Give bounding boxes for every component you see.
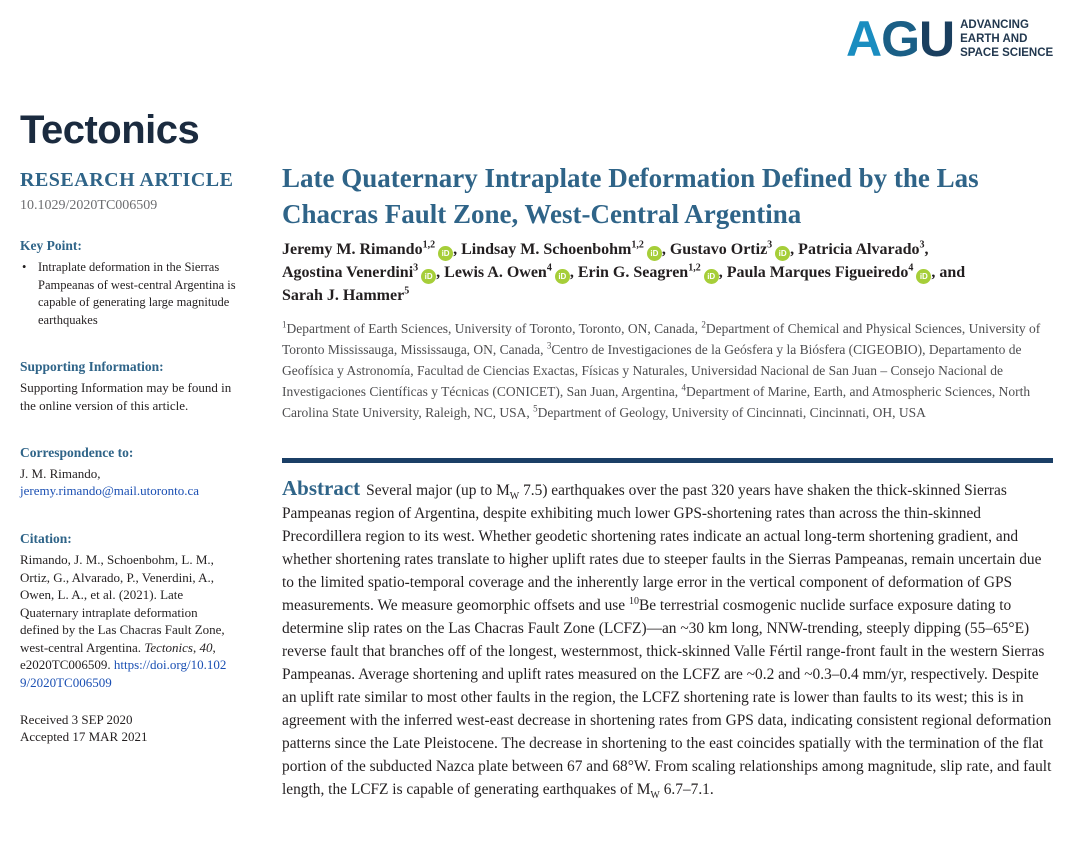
orcid-icon[interactable]: iD <box>555 269 570 284</box>
affiliation-text: Centro de Investigaciones de la Geósfera y la Biósfera (CIGEOBIO), Departamento de Geofísica y Astronomía, Facultad de Ciencias Exactas, Físicas y Naturales, Universidad Nacional de San Juan – Consejo Nacional de Investigaciones Científicas y Técnicas (CONICET), San Juan, Argentina, <box>282 342 1022 399</box>
article-type: RESEARCH ARTICLE <box>20 169 234 191</box>
citation-doi-link[interactable]: https://doi.org/10.1029/2020TC006509 <box>20 657 227 690</box>
author-name <box>578 264 719 281</box>
correspondence-name: J. M. Rimando, <box>20 466 101 481</box>
agu-logo-tagline: ADVANCING EARTH AND SPACE SCIENCE <box>960 19 1054 59</box>
citation-heading: Citation: <box>20 531 72 546</box>
affiliations <box>282 318 1052 423</box>
agu-logo-mark: AGU <box>846 11 955 67</box>
author-name-text: Sarah J. Hammer <box>282 287 405 304</box>
author-name-text: Lindsay M. Schoenbohm <box>461 241 632 258</box>
affiliation-number: 1 <box>282 319 287 330</box>
abstract-heading: Abstract <box>282 476 361 500</box>
section-divider <box>282 458 1053 463</box>
author-name-text: Gustavo Ortiz <box>669 241 768 258</box>
orcid-icon[interactable]: iD <box>647 246 662 261</box>
affiliation-text: Department of Marine, Earth, and Atmospheric Sciences, North Carolina State University, Raleigh, NC, USA, <box>282 384 1031 420</box>
author-name-text: Jeremy M. Rimando <box>282 241 423 258</box>
affiliation-text: Department of Chemical and Physical Sciences, University of Toronto Mississauga, Mississauga, ON, Canada, <box>282 321 1041 357</box>
author-affiliation-number: 1,2 <box>631 239 644 251</box>
citation-volume: 40 <box>199 639 213 655</box>
author-name-text: Patricia Alvarado <box>798 241 920 258</box>
author-affiliation-number: 4 <box>908 262 914 274</box>
author-name-text: Agostina Venerdini <box>282 264 414 281</box>
key-point-item: • Intraplate deformation in the Sierras Pampeanas of west-central Argentina is capable of generating large magnitude earthquakes <box>20 259 240 329</box>
correspondence-heading: Correspondence to: <box>20 445 134 460</box>
author-name-text: Lewis A. Owen <box>444 264 547 281</box>
orcid-icon[interactable]: iD <box>704 269 719 284</box>
author-affiliation-number: 3 <box>767 239 773 251</box>
agu-logo <box>846 11 1054 67</box>
author-affiliation-number: 3 <box>919 239 925 251</box>
author-list: Jeremy M. Rimando$^{1,2}$iD , Lindsay M. Schoenbohm$^{1,2}$iD , Gustavo Ortiz$^3$iD , Patricia Alvarado$^3$, Agostina Venerdini$^3$iD , Lewis A. Owen$^4$iD , Erin G. Seagren$^{1,2}$iD , Paula Marques Figueiredo$^4$iD , and Sarah J. Hammer$^5$ <box>282 239 966 304</box>
affiliation-number: 5 <box>533 403 538 414</box>
affiliation-text: Department of Geology, University of Cincinnati, Cincinnati, OH, USA <box>537 405 926 420</box>
affiliation-number: 2 <box>701 319 706 330</box>
author-name <box>282 287 409 304</box>
orcid-icon[interactable]: iD <box>421 269 436 284</box>
author-affiliation-number: 1,2 <box>688 262 701 274</box>
citation-text: Rimando, J. M., Schoenbohm, L. M., Ortiz, G., Alvarado, P., Venerdini, A., Owen, L. A., et al. (2021). Late Quaternary intraplate deformation defined by the Las Chacras Fault Zone, west-central Argentina. Tectonics, 40, e2020TC006509. https://doi.org/10.1029/2020TC006509 <box>20 552 227 690</box>
supporting-info-heading: Supporting Information: <box>20 359 164 374</box>
affiliation-number: 3 <box>546 340 552 351</box>
author-name-text: Paula Marques Figueiredo <box>726 264 909 281</box>
author-name <box>282 241 453 258</box>
orcid-icon[interactable]: iD <box>916 269 931 284</box>
key-point-list <box>20 259 240 329</box>
author-name <box>444 264 570 281</box>
author-name <box>461 241 662 258</box>
affiliation-text: Department of Earth Sciences, University of Toronto, Toronto, ON, Canada, <box>286 321 702 336</box>
abstract: Abstract Several major (up to $M_W$ 7.5) earthquakes over the past 320 years have shaken the thick-skinned Sierras Pampeanas region of Argentina, despite exhibiting much lower GPS-shortening rates than across the thin-skinned Precordillera region to its west. Whether geodetic shortening rates indicate an actual long-term shortening gradient, and whether shortening rates translate to higher uplift rates due to steeper faults in the Sierras Pampeanas, remain uncertain due to the limited spatio-temporal coverage and the inherently large error in the vertical component of deformation of GPS measurements. We measure geomorphic offsets and use $^{10}$Be terrestrial cosmogenic nuclide surface exposure dating to determine slip rates on the Las Chacras Fault Zone (LCFZ)—an ~30 km long, NNW-trending, steeply dipping (55–65°E) reverse fault that branches off of the longest, westernmost, thick-skinned Valle Fértil range-front fault in the western Sierras Pampeanas. Average shortening and uplift rates measured on the LCFZ are ~0.2 and ~0.3–0.4 mm/yr, respectively. Despite an uplift rate similar to most other faults in the region, the LCFZ shortening rate is lower than faults to its west; this is in agreement with the inferred west-east decrease in shortening rates from GPS data, indicating consistent regional deformation patterns since the Late Pleistocene. The decrease in shortening to the east coincides spatially with the termination of the flat portion of the subducted Nazca plate between 67 and 68°W. From scaling relationships among magnitude, slip rate, and fault length, the LCFZ is capable of generating earthquakes of $M_W$ 6.7–7.1. <box>282 476 1052 802</box>
received-date: Received 3 SEP 2020 <box>20 712 133 727</box>
key-point-heading: Key Point: <box>20 238 82 253</box>
affiliation-number: 4 <box>681 382 687 393</box>
journal-name: Tectonics <box>20 108 200 152</box>
author-affiliation-number: 5 <box>404 285 410 297</box>
author-affiliation-number: 3 <box>413 262 419 274</box>
author-name <box>727 264 932 281</box>
article-doi: 10.1029/2020TC006509 <box>20 198 158 213</box>
citation-journal: Tectonics <box>144 639 193 655</box>
author-name <box>670 241 790 258</box>
author-affiliation-number: 1,2 <box>422 239 436 251</box>
orcid-icon[interactable]: iD <box>775 246 790 261</box>
supporting-info-text: Supporting Information may be found in the online version of this article. <box>20 380 232 413</box>
accepted-date: Accepted 17 MAR 2021 <box>20 729 148 744</box>
author-name-text: Erin G. Seagren <box>577 264 689 281</box>
author-name <box>798 241 924 258</box>
correspondence-email-link[interactable]: jeremy.rimando@mail.utoronto.ca <box>20 483 199 498</box>
article-title: Late Quaternary Intraplate Deformation Defined by the Las Chacras Fault Zone, West-Central Argentina <box>282 163 979 229</box>
author-affiliation-number: 4 <box>546 262 552 274</box>
orcid-icon[interactable]: iD <box>438 246 453 261</box>
author-name <box>282 264 436 281</box>
